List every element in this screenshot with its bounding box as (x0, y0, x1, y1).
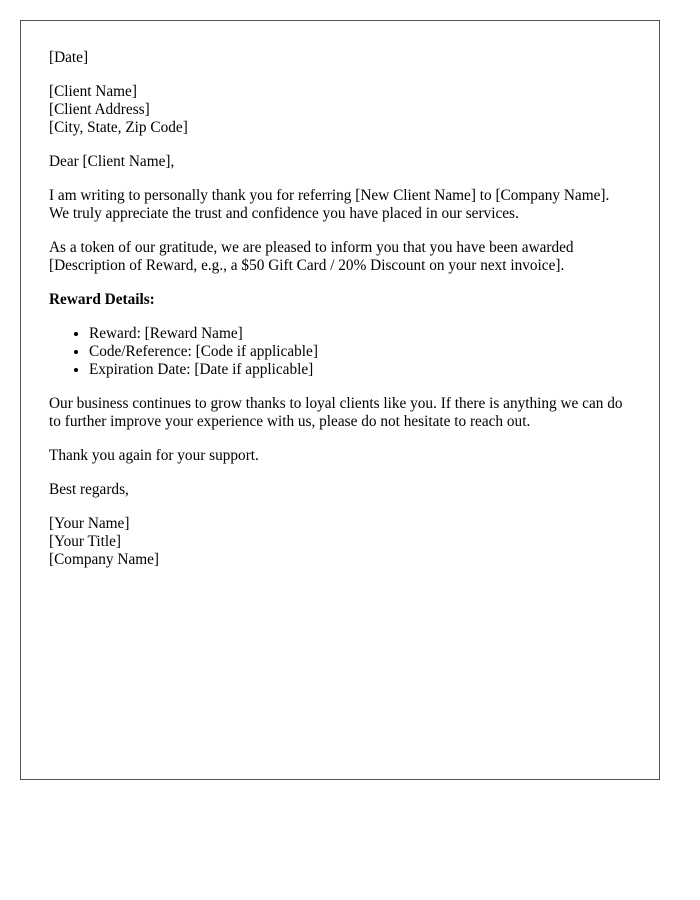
signature-block (49, 515, 631, 569)
recipient-block (49, 83, 631, 137)
signature-name: [Your Name] (49, 515, 130, 532)
salutation: Dear [Client Name], (49, 153, 175, 170)
reward-details-heading: Reward Details: (49, 291, 155, 308)
signature-title: [Your Title] (49, 533, 121, 550)
recipient-name: [Client Name] (49, 83, 137, 100)
paragraph-growth: Our business continues to grow thanks to loyal clients like you. If there is anything we can do to further improve your experience with us, please do not hesitate to reach out. (49, 395, 623, 430)
paragraph-thanks: I am writing to personally thank you for referring [New Client Name] to [Company Name]. We truly appreciate the trust and confidence you have placed in our services. (49, 187, 610, 222)
reward-item-name: • Reward: [Reward Name] (89, 325, 631, 343)
recipient-city-state-zip: [City, State, Zip Code] (49, 119, 188, 136)
signature-company: [Company Name] (49, 551, 160, 568)
paragraph-reward-intro: As a token of our gratitude, we are pleased to inform you that you have been awarded [Description of Reward, e.g., a $50 Gift Card / 20% Discount on your next invoice]. (49, 239, 574, 274)
reward-details-list (49, 325, 631, 379)
reward-item-expiration: • Expiration Date: [Date if applicable] (89, 361, 631, 379)
recipient-address: [Client Address] (49, 101, 150, 118)
letter-page (20, 20, 660, 780)
reward-item-code: • Code/Reference: [Code if applicable] (89, 343, 631, 361)
paragraph-thank-again: Thank you again for your support. (49, 447, 259, 464)
closing: Best regards, (49, 481, 129, 498)
letter-date: [Date] (49, 49, 89, 66)
